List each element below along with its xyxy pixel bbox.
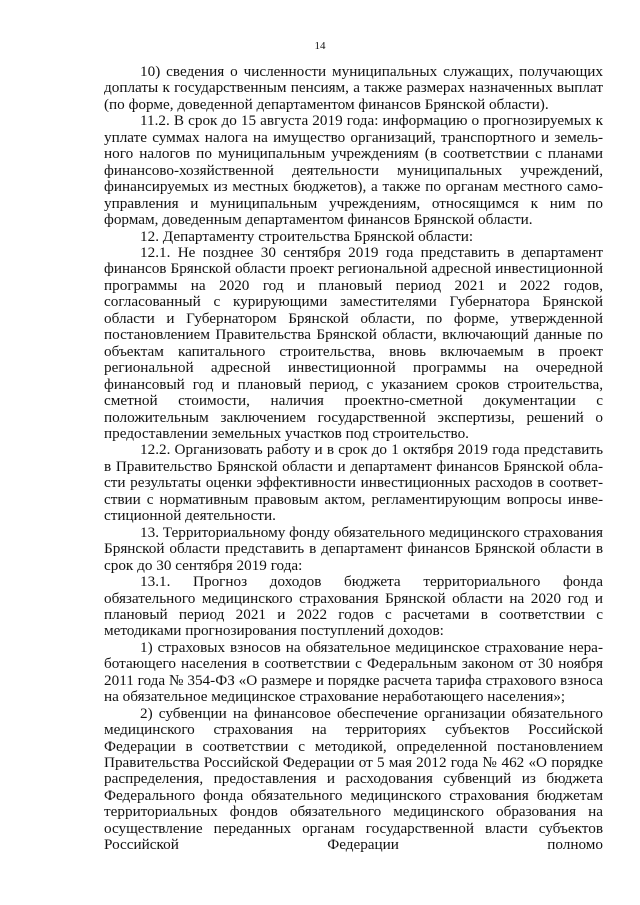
paragraph-12-2: 12.2. Организовать работу и в срок до 1 октября 2019 года представить в Правительство Брянской области и департамент финансов Брянской области результаты оценки эффективности инвестиционных расходов в соответствии с нормативным правовым актом, регламентирующим вопросы инвестиционной деятельности. (104, 441, 603, 525)
paragraph-item-10: 10) сведения о численности муниципальных служащих, получающих доплаты к государственным пенсиям, а также размерах назначенных выплат (по форме, доведенной департаментом финансов Брянской области). (104, 63, 603, 113)
paragraph-12: 12. Департаменту строительства Брянской области: (140, 227, 474, 245)
paragraph-12-1: 12.1. Не позднее 30 сентября 2019 года представить в департамент финансов Брянской области проект региональной адресной инвестиционной программы на 2020 год и плановый период 2021 и 2022 годов, согласованный с курирующими заместителями Губернатора Брянской области и Губернатором Брянской области, по форме, утвержденной постановлением Правительства Брянской области, включающий данные по объектам капитального строительства, вновь включаемым в проект региональной адресной инвестиционной программы на очередной финансовый год и плановый период, с указанием сроков строительства, сметной стоимости, наличия проектно-сметной документации с положительным заключением государственной экспертизы, решений о предоставлении земельных участков под строительство. (104, 243, 603, 442)
paragraph-item-2: 2) субвенции на финансовое обеспечение организации обязательного медицинского страхования на территориях субъектов Российской Федерации в соответствии с методикой, определенной постановлением Правительства Российской Федерации от 5 мая 2012 года № 462 «О порядке распределения, предоставления и расходования субвенций из бюджета Федерального фонда обязательного медицинского страхования бюджетам территориальных фондов обязательного медицинского образования на осуществление переданных органам государственной власти субъектов Российской Федерации полномо (104, 704, 603, 854)
document-body (104, 64, 603, 854)
paragraph-11-2: 11.2. В срок до 15 августа 2019 года: информацию о прогнозируемых к уплате суммах налога на имущество организаций, транспортного и земельного налогов по муниципальным учреждениям (в соответствии с планами финансово-хозяйственной деятельности муниципальных учреждений, финансируемых из местных бюджетов), а также по органам местного самоуправления и муниципальным учреждениям, относящимся к ним по формам, доведенным департаментом финансов Брянской области. (104, 112, 603, 229)
paragraph-item-1: 1) страховых взносов на обязательное медицинское страхование неработающего населения в соответствии с Федеральным законом от 30 ноября 2011 года № 354-ФЗ «О размере и порядке расчета тарифа страхового взноса на обязательное медицинское страхование неработающего населения»; (104, 638, 603, 706)
page-number: 14 (314, 40, 326, 52)
paragraph-13: 13. Территориальному фонду обязательного медицинского страхования Брянской области представить в департамент финансов Брянской области в срок до 30 сентября 2019 года: (104, 523, 603, 574)
paragraph-13-1: 13.1. Прогноз доходов бюджета территориального фонда обязательного медицинского страхования Брянской области на 2020 год и плановый период 2021 и 2022 годов с расчетами в соответствии с методиками прогнозирования поступлений доходов: (104, 573, 603, 640)
